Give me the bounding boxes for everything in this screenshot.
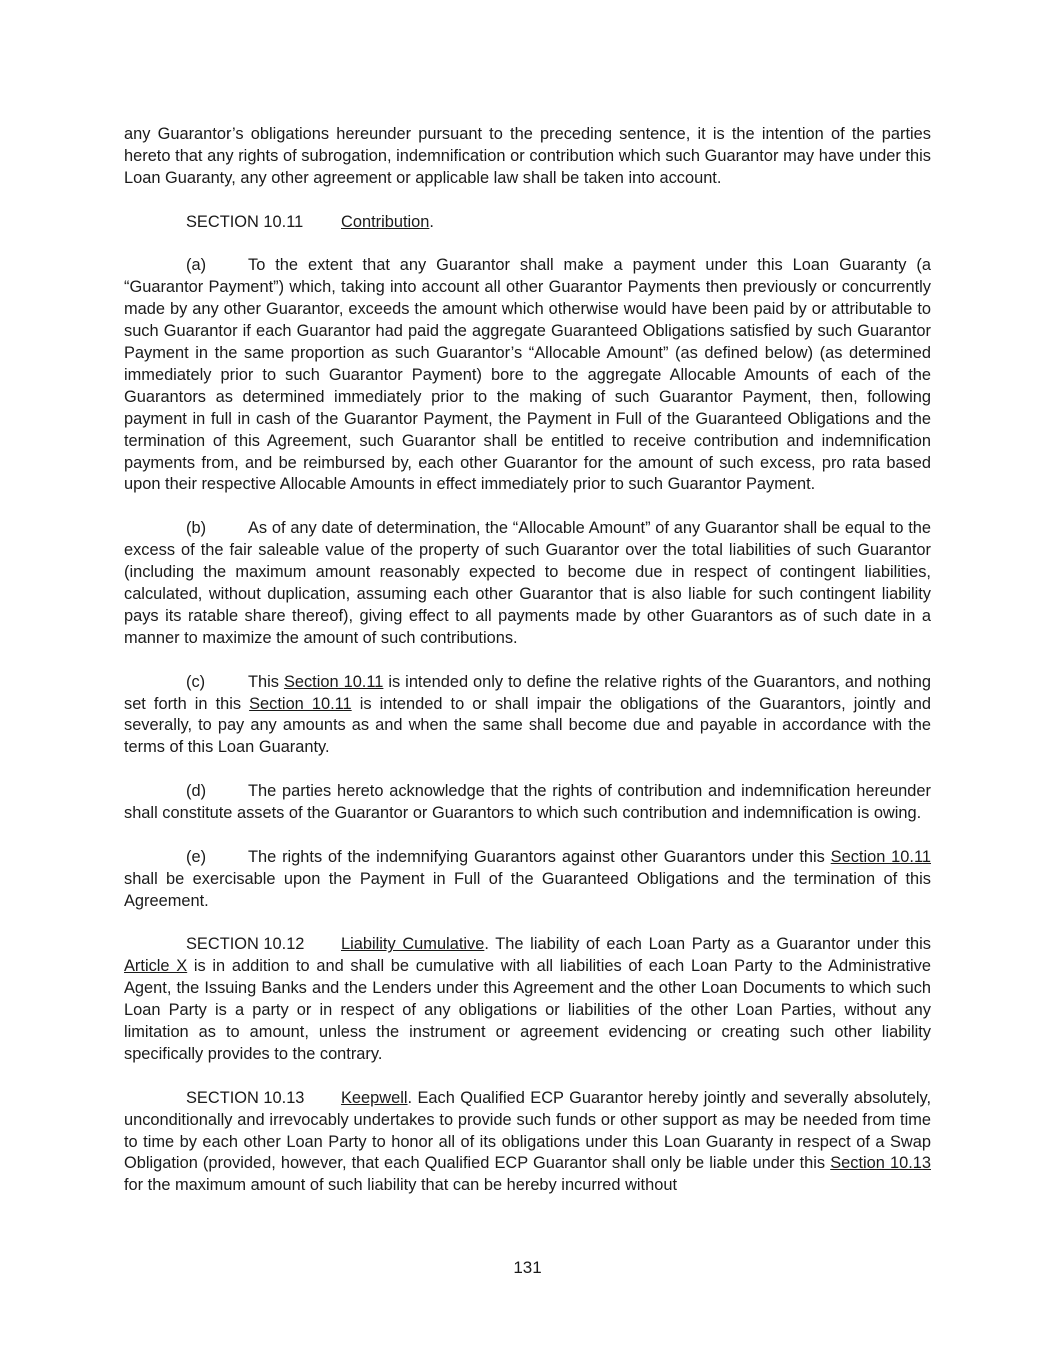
section-10-11-reference: Section 10.11 [830,847,931,866]
paragraph-c-text-2: is intended only to define the relative rights of the Guarantors, and nothing set forth in this [124,672,931,713]
section-10-12-number: SECTION 10.12 [186,935,305,954]
section-10-13-reference: Section 10.13 [830,1154,931,1173]
section-10-12 [124,934,931,1065]
paragraph-d-label: (d) [186,782,207,801]
page-number: 131 [513,1258,542,1277]
section-10-11-title-end: . [429,212,434,231]
paragraph-c-text-1: This [248,672,284,691]
intro-text: any Guarantor’s obligations hereunder pursuant to the preceding sentence, it is the intention of the parties hereto that any rights of subrogation, indemnification or contribution which such Guarantor may have under this Loan Guaranty, any other agreement or applicable law shall be taken into account. [124,125,931,187]
paragraph-e [124,847,931,913]
section-10-11-reference: Section 10.11 [249,694,352,713]
paragraph-c-label: (c) [186,672,206,691]
paragraph-d [124,781,931,825]
intro-paragraph [124,124,931,190]
document-page [124,124,931,1219]
paragraph-d-text: The parties hereto acknowledge that the rights of contribution and indemnification hereunder shall constitute assets of the Guarantor or Guarantors to which such contribution and indemnification is owing. [124,782,931,823]
section-10-13-title: Keepwell [341,1088,408,1107]
section-10-11-title: Contribution [341,212,430,231]
section-10-13-number: SECTION 10.13 [186,1088,305,1107]
section-10-11-number: SECTION 10.11 [186,212,304,231]
paragraph-b-label: (b) [186,519,207,538]
paragraph-a [124,255,931,496]
paragraph-e-text-2: shall be exercisable upon the Payment in Full of the Guaranteed Obligations and the termination of this Agreement. [124,869,931,910]
paragraph-a-label: (a) [186,256,207,275]
paragraph-c [124,672,931,760]
paragraph-e-label: (e) [186,847,207,866]
section-10-13-text-2: for the maximum amount of such liability that can be hereby incurred without [124,1176,677,1195]
section-10-12-title: Liability Cumulative [341,935,485,954]
paragraph-e-text-1: The rights of the indemnifying Guarantors against other Guarantors under this [248,847,831,866]
section-10-11-heading [124,212,931,234]
paragraph-a-text: To the extent that any Guarantor shall make a payment under this Loan Guaranty (a “Guarantor Payment”) which, taking into account all other Guarantor Payments then previously or concurrently made by any other Guarantor, exceeds the amount which otherwise would have been paid by or attributable to such Guarantor if each Guarantor had paid the aggregate Guaranteed Obligations satisfied by such Guarantor Payment in the same proportion as such Guarantor’s “Allocable Amount” (as defined below) (as determined immediately prior to such Guarantor Payment) bore to the aggregate Allocable Amounts of each of the Guarantors as determined immediately prior to the making of such Guarantor Payment, then, following payment in full in cash of the Guarantor Payment, the Payment in Full of the Guaranteed Obligations and the termination of this Agreement, such Guarantor shall be entitled to receive contribution and indemnification payments from, and be reimbursed by, each other Guarantor for the amount of such excess, pro rata based upon their respective Allocable Amounts in effect immediately prior to such Guarantor Payment. [124,256,931,494]
paragraph-c-text-3: is intended to or shall impair the obligations of the Guarantors, jointly and severally, to pay any amounts as and when the same shall become due and payable in accordance with the terms of this Loan Guaranty. [124,694,931,757]
section-10-12-text-2: is in addition to and shall be cumulative with all liabilities of each Loan Party to the Administrative Agent, the Issuing Banks and the Lenders under this Agreement and the other Loan Documents to which such Loan Party is a party or in respect of any obligations or liabilities of the other Loan Parties, without any limitation as to amount, unless the instrument or agreement evidencing or creating such other liability specifically provides to the contrary. [124,957,931,1063]
paragraph-b-text: As of any date of determination, the “Allocable Amount” of any Guarantor shall be equal to the excess of the fair saleable value of the property of such Guarantor over the total liabilities of such Guarantor (including the maximum amount reasonably expected to become due in respect of contingent liabilities, calculated, without duplication, assuming each other Guarantor that is also liable for such contingent liability pays its ratable share thereof), giving effect to all payments made by other Guarantors as of such date in a manner to maximize the amount of such contributions. [124,519,931,647]
paragraph-b [124,518,931,649]
section-10-13-text-1: . Each Qualified ECP Guarantor hereby jointly and severally absolutely, unconditionally and irrevocably undertakes to provide such funds or other support as may be needed from time to time by each other Loan Party to honor all of its obligations under this Loan Guaranty in respect of a Swap Obligation (provided, however, that each Qualified ECP Guarantor shall only be liable under this [124,1088,931,1173]
section-10-12-text-1: . The liability of each Loan Party as a Guarantor under this [484,935,931,954]
section-10-11-reference: Section 10.11 [283,672,384,691]
article-x-reference: Article X [124,957,188,976]
section-10-13 [124,1088,931,1198]
